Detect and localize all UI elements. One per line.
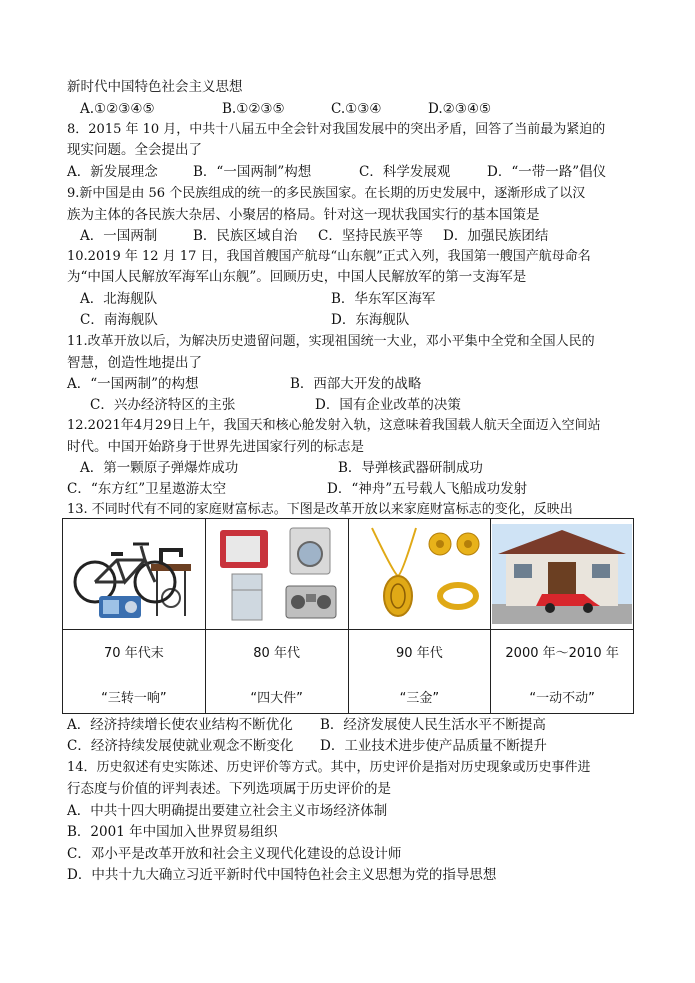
tv-washer-fridge-recorder-image: [212, 524, 342, 624]
q9-stem-line2: 族为主体的各民族大杂居、小聚居的格局。针对这一现状我国实行的基本国策是: [67, 207, 540, 223]
q8-stem-line1: 8．2015 年 10 月，中共十八届五中全会针对我国发展中的突出矛盾，回答了当前最为紧迫的: [67, 122, 606, 137]
q10-option-b: B．华东军区海军: [331, 291, 436, 307]
q13-option-a: A．经济持续增长使农业结构不断优化: [67, 717, 293, 733]
era-2000s-caption-cell: [491, 630, 634, 714]
q12-option-d: D．“神舟”五号载人飞船成功发射: [327, 481, 528, 497]
era-90s-picture-cell: [348, 519, 491, 630]
q9-stem-line1: 9.新中国是由 56 个民族组成的统一的多民族国家。在长期的历史发展中，逐渐形成了以汉: [67, 186, 586, 201]
q13-option-c: C．经济持续发展使就业观念不断变化: [67, 738, 294, 754]
wealth-symbol-70s: “三转一响”: [101, 690, 167, 706]
q11-stem-line2: 智慧，创造性地提出了: [67, 355, 202, 371]
q14-option-a: A．中共十四大明确提出要建立社会主义市场经济体制: [67, 803, 388, 819]
q8-option-c: C．科学发展观: [359, 164, 451, 180]
q8-option-d: D．“一带一路”倡仪: [487, 164, 607, 180]
q11-option-d: D．国有企业改革的决策: [315, 397, 461, 413]
q8-option-a: A．新发展理念: [67, 164, 158, 180]
q11-option-c: C．兴办经济特区的主张: [90, 397, 236, 413]
q14-option-b: B．2001 年中国加入世界贸易组织: [67, 824, 278, 840]
q10-option-d: D．东海舰队: [331, 312, 410, 328]
wealth-symbol-80s: “四大件”: [250, 690, 303, 706]
q8-stem-line2: 现实问题。全会提出了: [67, 142, 202, 158]
q11-option-a: A．“一国两制”的构想: [67, 376, 199, 392]
q7-option-c: C.①③④: [331, 101, 382, 117]
q10-stem-line2: 为“中国人民解放军海军山东舰”。回顾历史，中国人民解放军的第一支海军是: [67, 269, 527, 285]
bicycle-sewing-machine-radio-image: [69, 524, 199, 624]
q10-option-c: C．南海舰队: [80, 312, 158, 328]
q11-option-b: B．西部大开发的战略: [290, 376, 422, 392]
era-80s-picture-cell: [205, 519, 348, 630]
era-label-2000s: 2000 年～2010 年: [505, 645, 619, 661]
q13-stem: 13. 不同时代有不同的家庭财富标志。下图是改革开放以来家庭财富标志的变化，反映出: [67, 502, 573, 517]
q12-option-a: A．第一颗原子弹爆炸成功: [80, 460, 239, 476]
q9-option-a: A．一国两制: [80, 228, 158, 244]
q14-option-d: D．中共十九大确立习近平新时代中国特色社会主义思想为党的指导思想: [67, 867, 497, 883]
era-80s-caption-cell: [205, 630, 348, 714]
q7-option-d: D.②③④⑤: [428, 101, 492, 117]
wealth-symbol-2000s: “一动不动”: [529, 690, 595, 706]
q14-option-c: C．邓小平是改革开放和社会主义现代化建设的总设计师: [67, 846, 402, 862]
house-and-car-image: [492, 524, 632, 624]
era-label-90s: 90 年代: [396, 645, 443, 661]
q13-option-b: B．经济发展使人民生活水平不断提高: [320, 717, 546, 733]
gold-jewelry-image: [354, 524, 484, 624]
q12-stem-line1: 12.2021年4月29日上午，我国天和核心舱发射入轨，这意味着我国载人航天全面迈入空间站: [67, 418, 601, 433]
era-70s-picture-cell: [63, 519, 206, 630]
wealth-symbol-90s: “三金”: [399, 690, 440, 706]
q9-option-b: B．民族区域自治: [193, 228, 298, 244]
q7-option-a: A.①②③④⑤: [80, 101, 155, 117]
q9-option-c: C．坚持民族平等: [318, 228, 423, 244]
q9-option-d: D．加强民族团结: [443, 228, 549, 244]
q14-stem-line2: 行态度与价值的评判表述。下列选项属于历史评价的是: [67, 781, 391, 797]
era-70s-caption-cell: [63, 630, 206, 714]
era-2000s-picture-cell: [491, 519, 634, 630]
era-label-70s: 70 年代末: [104, 645, 164, 661]
era-label-80s: 80 年代: [253, 645, 300, 661]
wealth-symbol-table: [62, 518, 634, 714]
q12-option-c: C．“东方红”卫星遨游太空: [67, 481, 227, 497]
q14-stem-line1: 14．历史叙述有史实陈述、历史评价等方式。其中，历史评价是指对历史现象或历史事件进: [67, 760, 591, 775]
q7-stem-tail: 新时代中国特色社会主义思想: [67, 79, 243, 95]
q10-option-a: A．北海舰队: [80, 291, 158, 307]
q12-option-b: B．导弹核武器研制成功: [338, 460, 483, 476]
q12-stem-line2: 时代。中国开始跻身于世界先进国家行列的标志是: [67, 439, 364, 455]
q10-stem-line1: 10.2019 年 12 月 17 日，我国首艘国产航母“山东舰”正式入列，我国第一艘国产航母命名: [67, 249, 591, 264]
era-90s-caption-cell: [348, 630, 491, 714]
q13-option-d: D．工业技术进步使产品质量不断提升: [320, 738, 547, 754]
q11-stem-line1: 11.改革开放以后，为解决历史遗留问题，实现祖国统一大业，邓小平集中全党和全国人民的: [67, 334, 595, 349]
q8-option-b: B．“一国两制”构想: [193, 164, 312, 180]
q7-option-b: B.①②③⑤: [222, 101, 285, 117]
